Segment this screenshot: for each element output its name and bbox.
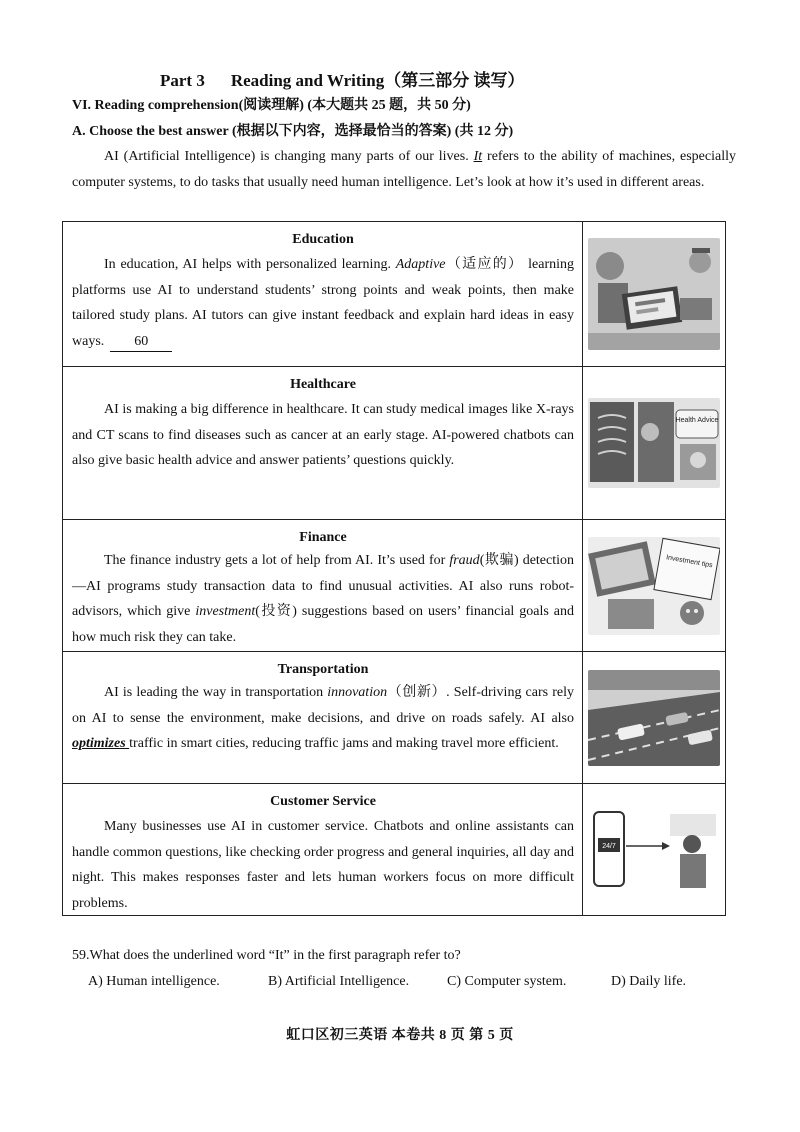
customer-service-illustration xyxy=(588,808,720,892)
heading-customer-service: Customer Service xyxy=(270,794,376,809)
education-text: In education, AI helps with personalized learning. Adaptive（适应的） learning platforms use AI to understand students’ strong points and weak points, then make tailored study plans. AI tutors can give instant feedback and explain hard ideas in easy ways. 60 xyxy=(72,252,574,354)
option-c[interactable]: C) Computer system. xyxy=(447,974,567,989)
option-b[interactable]: B) Artificial Intelligence. xyxy=(268,974,410,989)
transportation-text: AI is leading the way in transportation innovation（创新）. Self-driving cars rely on AI to sense the environment, make decisions, and drive on roads safely. AI also optimizes traffic in smart cities, reducing traffic jams and making travel more efficient. xyxy=(72,685,574,751)
heading-transportation: Transportation xyxy=(277,662,369,677)
health-advice-label: Health Advice xyxy=(675,417,719,424)
section-vi-heading: VI. Reading comprehension(阅读理解) (本大题共 25 题，共 50 分) xyxy=(72,98,471,113)
support-24-7-label: 24/7 xyxy=(602,842,616,850)
part-title xyxy=(160,66,524,91)
section-a-heading: A. Choose the best answer (根据以下内容，选择最恰当的答案) (共 12 分) xyxy=(72,124,514,139)
underlined-optimizes: optimizes xyxy=(72,736,130,751)
part-name: Reading and Writing（第三部分 读写） xyxy=(230,71,525,90)
education-illustration xyxy=(588,238,720,350)
answer-blank-60[interactable]: 60 xyxy=(110,333,172,352)
underlined-it: It xyxy=(473,149,483,164)
ai-areas-table xyxy=(62,221,726,916)
customer-service-text: Many businesses use AI in customer service. Chatbots and online assistants can handle common questions, like checking order progress and general inquiries, all day and night. This makes responses faster and lets human workers focus on more difficult problems. xyxy=(72,819,574,911)
heading-education: Education xyxy=(292,232,354,247)
option-a[interactable]: A) Human intelligence. xyxy=(88,974,220,989)
transportation-illustration xyxy=(588,670,720,766)
part-number: Part 3 xyxy=(160,71,205,90)
question-59-stem: 59.What does the underlined word “It” in the first paragraph refer to? xyxy=(72,948,461,963)
row-healthcare xyxy=(63,367,725,520)
row-customer-service xyxy=(63,784,725,915)
healthcare-text: AI is making a big difference in healthcare. It can study medical images like X-rays and CT scans to find diseases such as cancer at an early stage. AI-powered chatbots can also give basic health advice and answer patients’ questions quickly. xyxy=(72,402,574,468)
heading-healthcare: Healthcare xyxy=(290,377,356,392)
investment-tips-label: Investment tips xyxy=(665,553,714,569)
row-finance xyxy=(63,520,725,652)
page-footer: 虹口区初三英语 本卷共 8 页 第 5 页 xyxy=(286,1028,514,1043)
intro-paragraph: AI (Artificial Intelligence) is changing many parts of our lives. It refers to the ability of machines, especially computer systems, to do tasks that usually need human intelligence. Let’s look at how it’s used in different areas. xyxy=(72,149,736,190)
heading-finance: Finance xyxy=(299,530,347,545)
finance-text: The finance industry gets a lot of help from AI. It’s used for fraud(欺骗) detection—AI programs study transaction data to find unusual activities. AI also runs robot-advisors, which give investment(投资) suggestions based on users’ financial goals and how much risk they can take. xyxy=(72,553,575,645)
finance-illustration xyxy=(588,537,720,635)
healthcare-illustration xyxy=(588,398,720,488)
row-education xyxy=(63,222,725,367)
row-transportation xyxy=(63,652,725,784)
option-d[interactable]: D) Daily life. xyxy=(611,974,687,989)
